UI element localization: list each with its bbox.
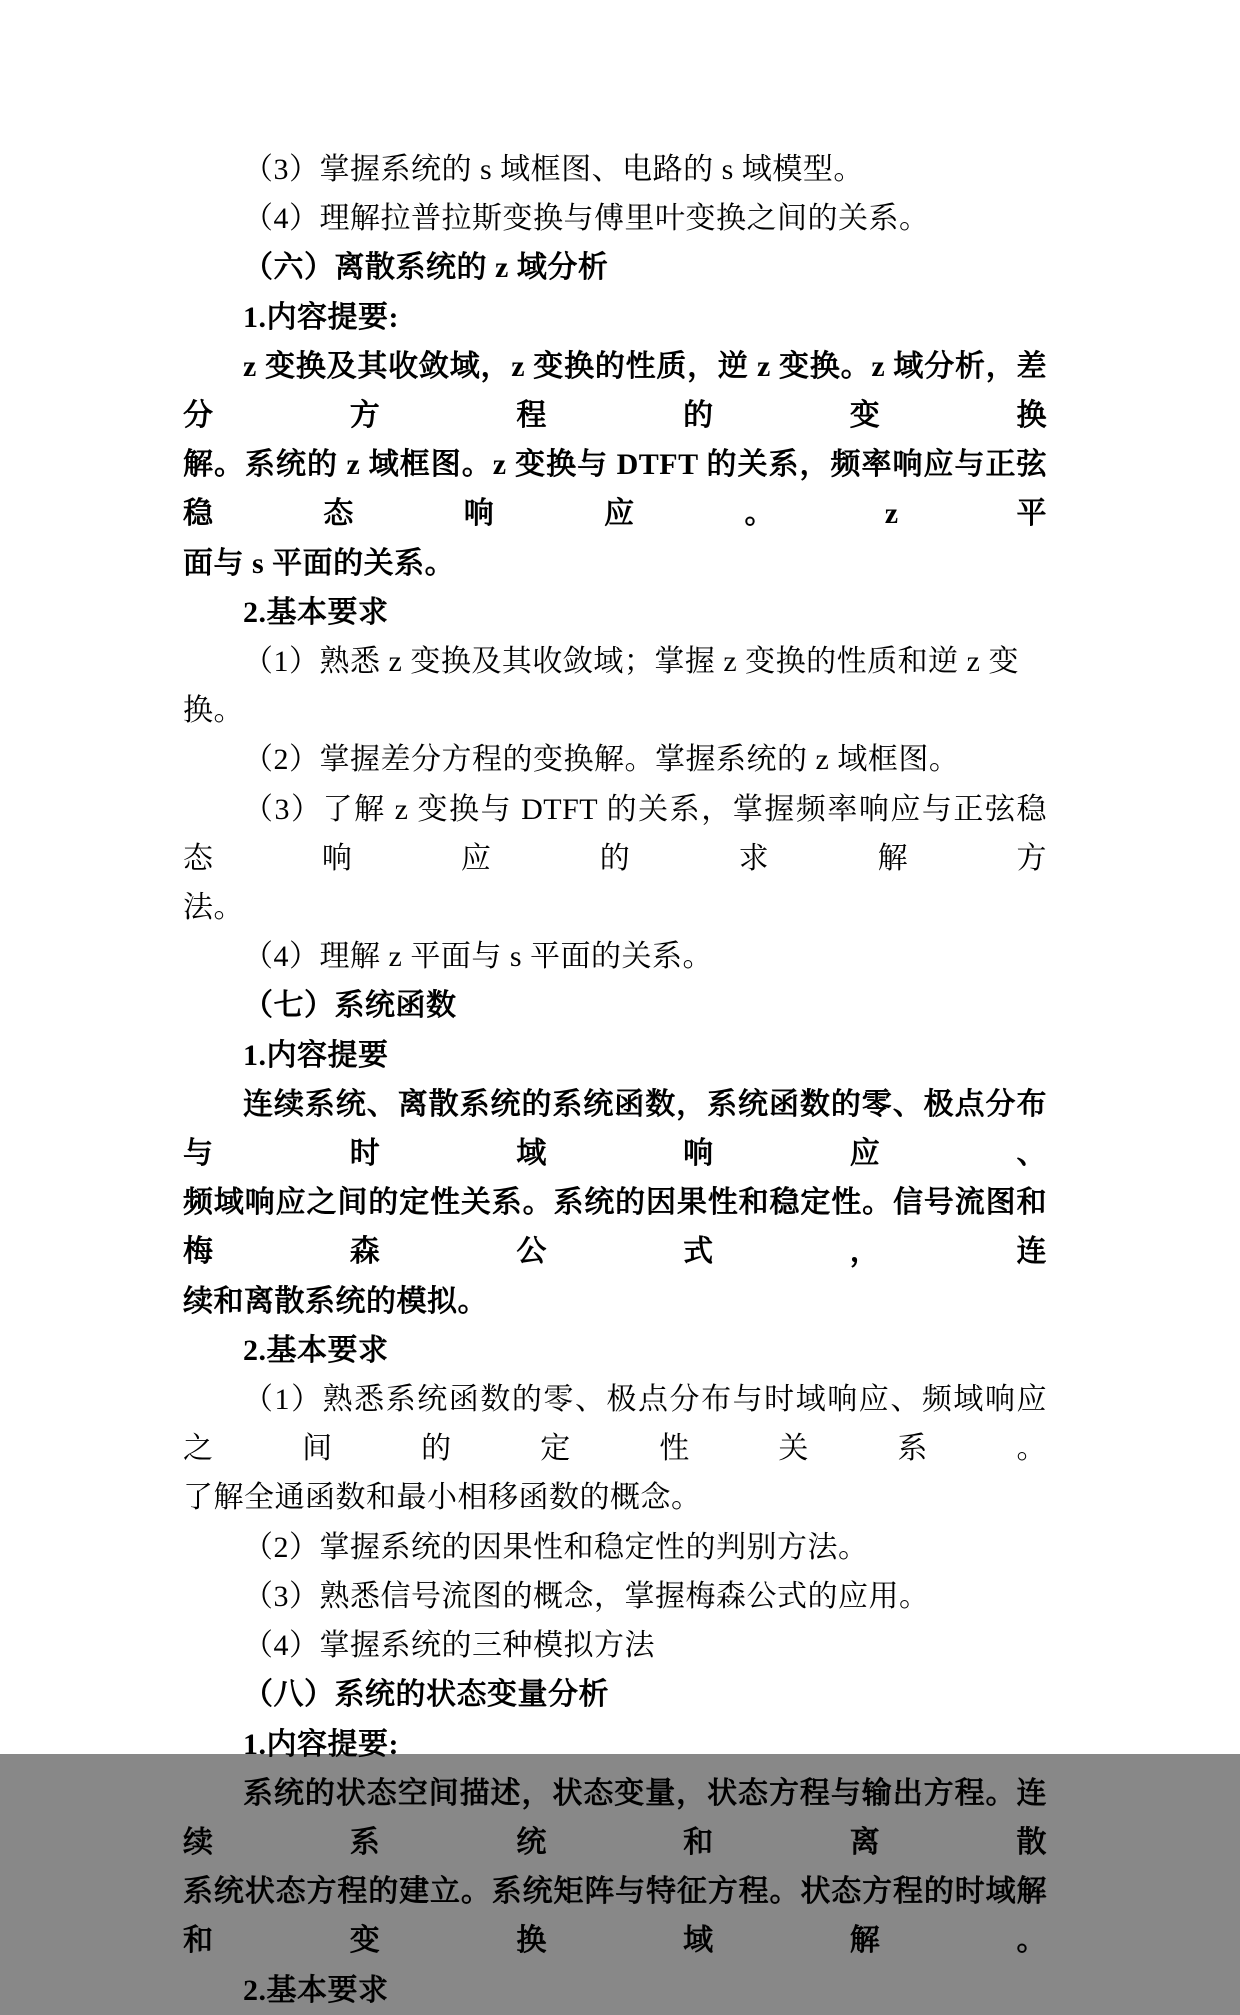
summary-paragraph-line: z 变换及其收敛域，z 变换的性质，逆 z 变换。z 域分析，差分方程的变换: [183, 349, 1047, 433]
subheading-content-summary: 1.内容提要: [243, 1038, 389, 1072]
requirement-item-1-cont: 了解全通函数和最小相移函数的概念。: [183, 1481, 702, 1515]
list-item-4: （4）理解拉普拉斯变换与傅里叶变换之间的关系。: [243, 202, 930, 236]
list-item-3: （3）掌握系统的 s 域框图、电路的 s 域模型。: [243, 153, 864, 186]
requirement-item-1: （1）熟悉 z 变换及其收敛域；掌握 z 变换的性质和逆 z 变换。: [183, 645, 1019, 728]
section-heading-8: （八）系统的状态变量分析: [243, 1678, 609, 1712]
summary-paragraph-line: 频域响应之间的定性关系。系统的因果性和稳定性。信号流图和梅森公式，连: [183, 1186, 1047, 1269]
subheading-basic-requirements: 2.基本要求: [243, 1973, 389, 2007]
subheading-basic-requirements: 2.基本要求: [243, 595, 389, 629]
section-heading-7: （七）系统函数: [243, 989, 457, 1023]
requirement-item-2: （2）掌握差分方程的变换解。掌握系统的 z 域框图。: [243, 743, 960, 777]
subheading-content-summary: 1.内容提要:: [243, 1727, 399, 1761]
subheading-basic-requirements: 2.基本要求: [243, 1333, 389, 1367]
requirement-item-3: （3）了解 z 变换与 DTFT 的关系，掌握频率响应与正弦稳态响应的求解方: [183, 792, 1047, 875]
subheading-content-summary: 1.内容提要:: [243, 300, 399, 334]
requirement-item-2: （2）掌握系统的因果性和稳定性的判别方法。: [243, 1530, 869, 1564]
requirement-item-3-cont: 法。: [183, 891, 244, 925]
summary-paragraph-line: 连续系统、离散系统的系统函数，系统函数的零、极点分布与时域响应、: [183, 1087, 1047, 1171]
requirement-item-4: （4）掌握系统的三种模拟方法: [243, 1629, 655, 1663]
summary-paragraph-line: 续和离散系统的模拟。: [183, 1284, 488, 1318]
requirement-item-1: （1）熟悉系统函数的零、极点分布与时域响应、频域响应之间的定性关系。: [183, 1383, 1047, 1466]
requirement-item-4: （4）理解 z 平面与 s 平面的关系。: [243, 940, 713, 974]
section-heading-6: （六）离散系统的 z 域分析: [243, 251, 609, 285]
document-body: [183, 145, 1047, 2015]
summary-paragraph-line: 系统状态方程的建立。系统矩阵与特征方程。状态方程的时域解和变换域解。: [183, 1875, 1047, 1958]
summary-paragraph-line: 解。系统的 z 域框图。z 变换与 DTFT 的关系，频率响应与正弦稳态响应。z 平: [183, 448, 1047, 531]
summary-paragraph-line: 面与 s 平面的关系。: [183, 546, 456, 580]
summary-paragraph-line: 系统的状态空间描述，状态变量，状态方程与输出方程。连续系统和离散: [183, 1776, 1047, 1859]
requirement-item-3: （3）熟悉信号流图的概念，掌握梅森公式的应用。: [243, 1579, 930, 1613]
